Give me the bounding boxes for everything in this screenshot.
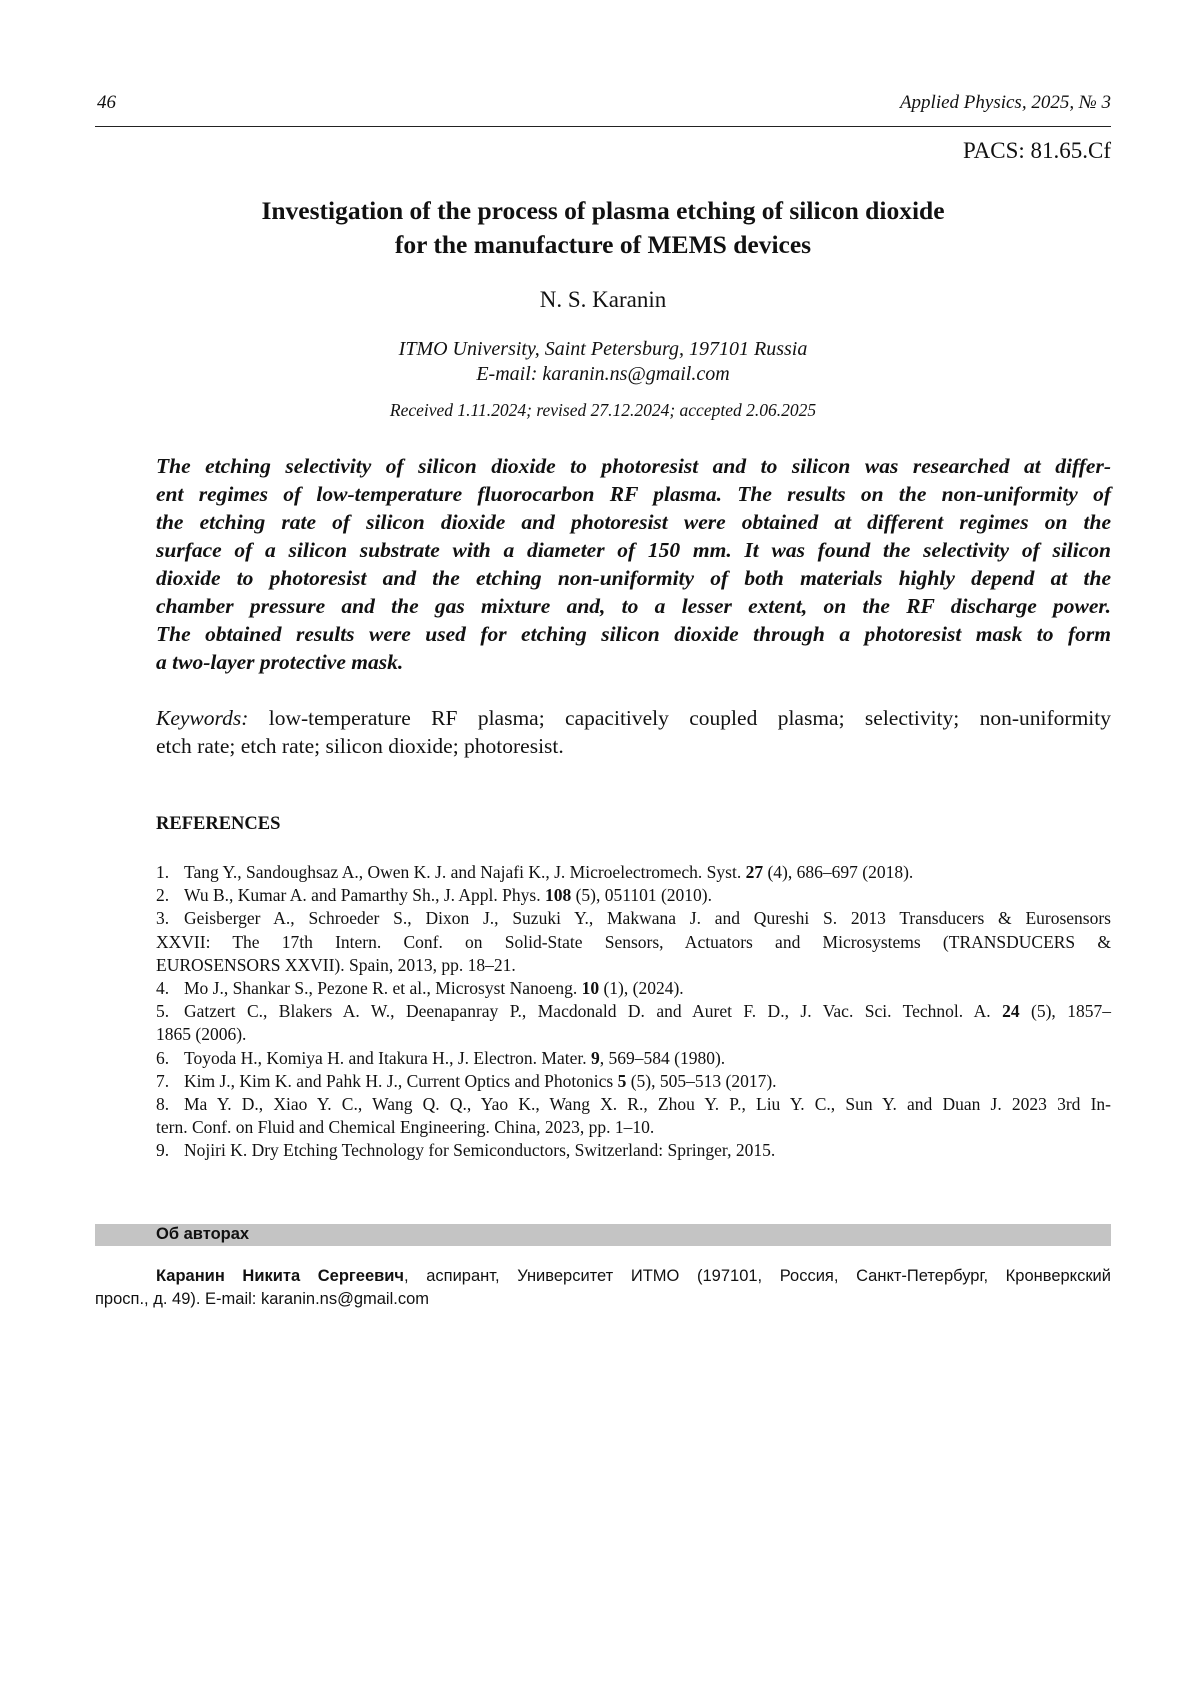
affiliation-block: [95, 337, 1111, 387]
reference-item: 9. Nojiri K. Dry Etching Technology for Semiconductors, Switzerland: Springer, 2015.: [156, 1140, 776, 1161]
abstract-line: chamber pressure and the gas mixture and, to a lesser extent, on the RF discharge power.: [156, 594, 1111, 618]
abstract-line: dioxide to photoresist and the etching non-uniformity of both materials highly depend at the: [156, 566, 1111, 590]
reference-item: 8. Ma Y. D., Xiao Y. C., Wang Q. Q., Yao K., Wang X. R., Zhou Y. P., Liu Y. C., Sun Y. and Duan J. 2023 3rd In- tern. Conf. on Fluid and Chemical Engineering. China, 2023, pp. 1–10.: [156, 1094, 1111, 1138]
reference-item: 7. Kim J., Kim K. and Pahk H. J., Current Optics and Photonics 5 (5), 505–513 (2017).: [156, 1070, 777, 1091]
pacs-code: PACS: 81.65.Cf: [962, 138, 1111, 163]
abstract-line: The obtained results were used for etching silicon dioxide through a photoresist mask to form: [156, 622, 1111, 646]
reference-item: 1. Tang Y., Sandoughsaz A., Owen K. J. and Najafi K., J. Microelectromech. Syst. 27 (4), 686–697 (2018).: [156, 862, 914, 882]
abstract-line: surface of a silicon substrate with a diameter of 150 mm. It was found the selectivity of silicon: [156, 538, 1111, 562]
page-number: 46: [97, 92, 116, 113]
journal-name: Applied Physics, 2025, № 3: [899, 92, 1111, 113]
paper-title: [95, 194, 1111, 262]
abstract: [156, 452, 1111, 676]
abstract-line: the etching rate of silicon dioxide and photoresist were obtained at different regimes on the: [156, 510, 1111, 534]
keywords: [156, 704, 1111, 760]
about-authors-text: Каранин Никита Сергеевич, аспирант, Университет ИТМО (197101, Россия, Санкт-Петербург, Кронверкский просп., д. 49). E-mail: karanin.ns@gmail.com: [95, 1267, 1111, 1308]
about-authors-bar: [95, 1224, 1111, 1246]
reference-item: 6. Toyoda H., Komiya H. and Itakura H., J. Electron. Mater. 9, 569–584 (1980).: [156, 1047, 726, 1068]
title-line: Investigation of the process of plasma etching of silicon dioxide: [261, 196, 945, 225]
title-line: for the manufacture of MEMS devices: [394, 230, 812, 259]
author-email: E-mail: karanin.ns@gmail.com: [476, 363, 730, 385]
keywords-text: low-temperature RF plasma; capacitively coupled plasma; selectivity; non-uniformity: [268, 706, 1111, 730]
references-list: [156, 861, 1111, 1163]
abstract-line: ent regimes of low-temperature fluorocarbon RF plasma. The results on the non-uniformity of: [156, 482, 1111, 506]
reference-item: 3. Geisberger A., Schroeder S., Dixon J., Suzuki Y., Makwana J. and Qureshi S. 2013 Transducers & Eurosensors XXVII: The 17th Intern. Conf. on Solid-State Sensors, Actuators and Microsystems (TRANSDUCERS & EUROSENSORS XXVII). Spain, 2013, pp. 18–21.: [156, 908, 1111, 975]
header-rule: [95, 126, 1111, 127]
reference-item: 2. Wu B., Kumar A. and Pamarthy Sh., J. Appl. Phys. 108 (5), 051101 (2010).: [156, 885, 713, 906]
keywords-label: Keywords:: [156, 706, 249, 730]
submission-dates: Received 1.11.2024; revised 27.12.2024; accepted 2.06.2025: [389, 400, 817, 420]
reference-item: 5. Gatzert C., Blakers A. W., Deenapanray P., Macdonald D. and Auret F. D., J. Vac. Sci. Technol. A. 24 (5), 1857– 1865 (2006).: [156, 1001, 1112, 1045]
affiliation: ITMO University, Saint Petersburg, 197101 Russia: [398, 338, 808, 360]
references-heading: REFERENCES: [156, 814, 281, 834]
keywords-text: etch rate; etch rate; silicon dioxide; photoresist.: [156, 734, 564, 758]
author-fullname: Каранин Никита Сергеевич: [156, 1267, 405, 1285]
reference-item: 4. Mo J., Shankar S., Pezone R. et al., Microsyst Nanoeng. 10 (1), (2024).: [156, 978, 684, 999]
about-authors-title: Об авторах: [156, 1225, 250, 1243]
author-name: N. S. Karanin: [539, 287, 667, 312]
abstract-line: The etching selectivity of silicon dioxide to photoresist and to silicon was researched at differ-: [156, 454, 1111, 478]
abstract-line: a two-layer protective mask.: [156, 650, 404, 674]
